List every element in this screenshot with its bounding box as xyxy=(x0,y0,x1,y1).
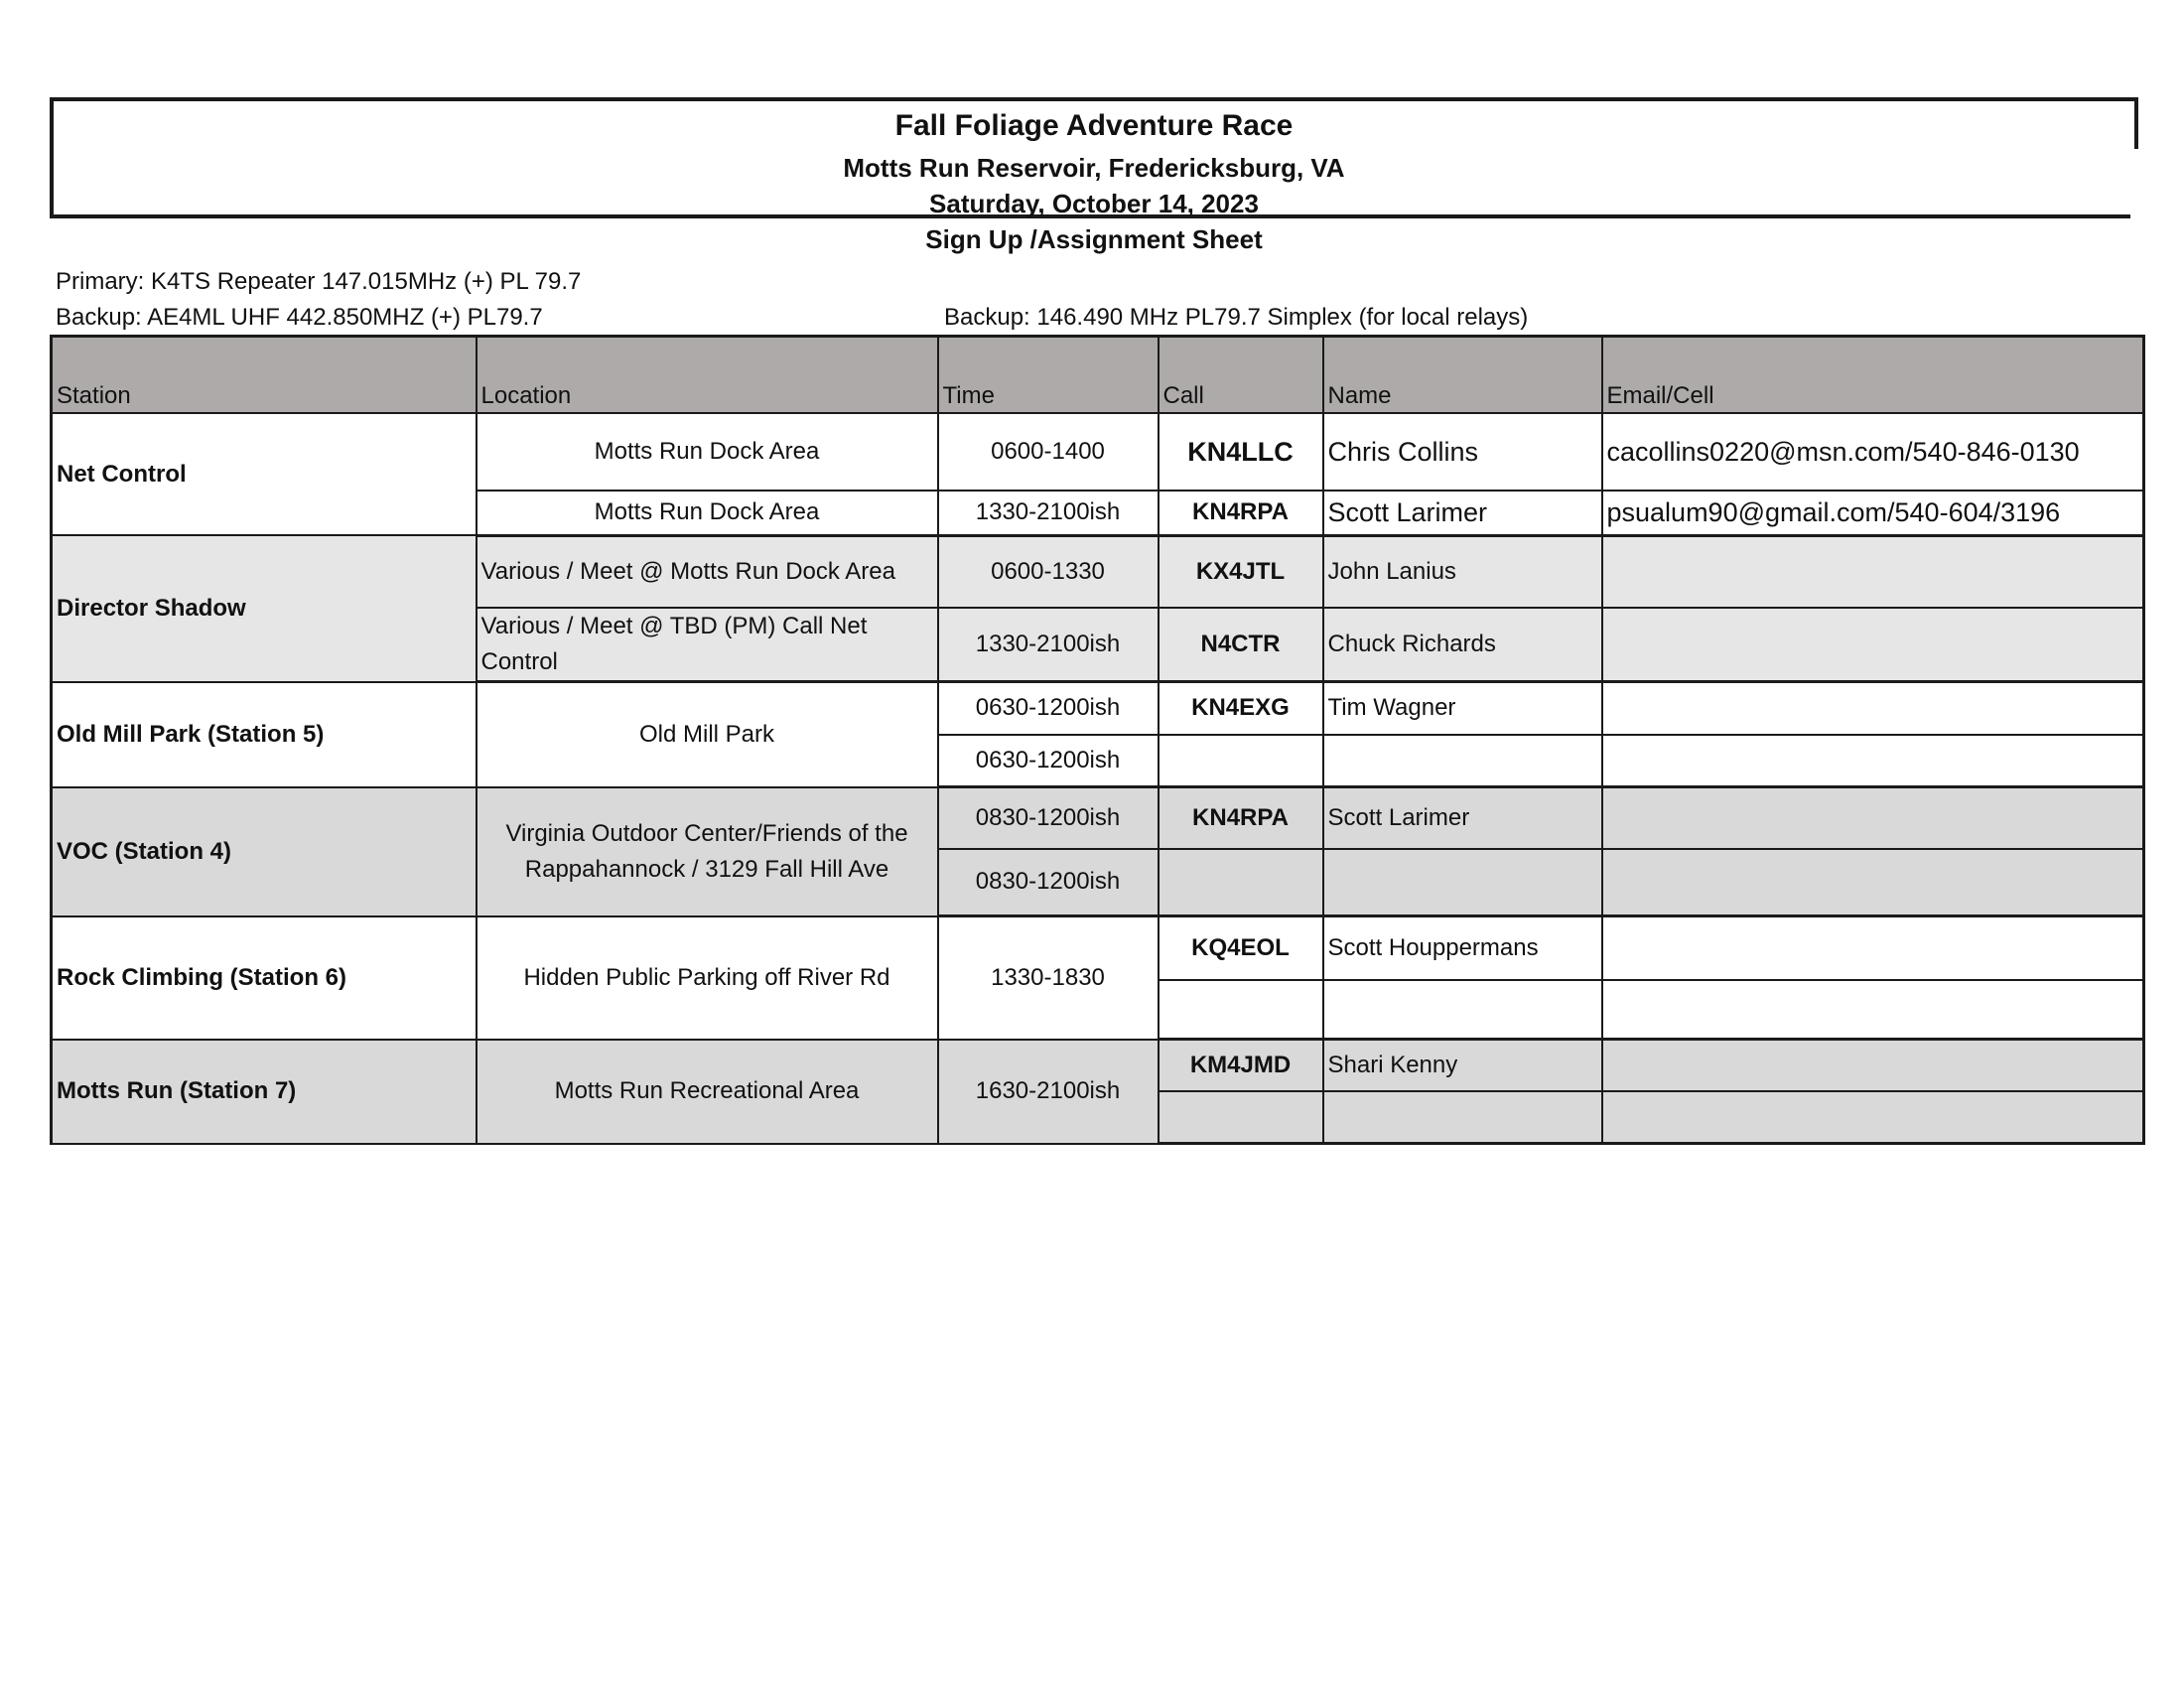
table-row xyxy=(52,916,2144,980)
email-cell xyxy=(1602,1091,2144,1144)
call-cell: KN4LLC xyxy=(1159,413,1323,491)
time-cell: 1330-2100ish xyxy=(938,491,1159,535)
assignment-table xyxy=(50,335,2145,1145)
table-row xyxy=(52,535,2144,608)
time-cell: 0600-1330 xyxy=(938,535,1159,608)
location-cell: Motts Run Dock Area xyxy=(477,413,938,491)
name-cell: Tim Wagner xyxy=(1323,682,1602,735)
title-box xyxy=(50,97,2138,218)
table-row xyxy=(52,787,2144,849)
column-header-call: Call xyxy=(1159,337,1323,414)
call-cell: KM4JMD xyxy=(1159,1040,1323,1091)
name-cell xyxy=(1323,980,1602,1040)
name-cell: Scott Larimer xyxy=(1323,491,1602,535)
time-cell: 1330-1830 xyxy=(938,916,1159,1040)
location-cell: Motts Run Dock Area xyxy=(477,491,938,535)
name-cell: Chris Collins xyxy=(1323,413,1602,491)
location-cell: Hidden Public Parking off River Rd xyxy=(477,916,938,1040)
name-cell xyxy=(1323,1091,1602,1144)
call-cell xyxy=(1159,980,1323,1040)
station-cell: VOC (Station 4) xyxy=(52,787,477,916)
primary-frequency: Primary: K4TS Repeater 147.015MHz (+) PL 79.7 xyxy=(56,268,582,295)
station-cell: Net Control xyxy=(52,413,477,535)
location-cell: Various / Meet @ TBD (PM) Call Net Control xyxy=(477,608,938,682)
table-row xyxy=(52,682,2144,735)
table-row xyxy=(52,413,2144,491)
column-header-name: Name xyxy=(1323,337,1602,414)
backup-simplex-frequency: Backup: 146.490 MHz PL79.7 Simplex (for local relays) xyxy=(944,304,1529,331)
backup-uhf-frequency: Backup: AE4ML UHF 442.850MHZ (+) PL79.7 xyxy=(56,304,543,331)
call-cell: KX4JTL xyxy=(1159,535,1323,608)
call-cell: KN4RPA xyxy=(1159,491,1323,535)
page-title: Fall Foliage Adventure Race xyxy=(894,109,1294,142)
time-cell: 0830-1200ish xyxy=(938,849,1159,916)
station-cell: Rock Climbing (Station 6) xyxy=(52,916,477,1040)
name-cell: Chuck Richards xyxy=(1323,608,1602,682)
event-date: Saturday, October 14, 2023 xyxy=(929,189,1259,218)
email-cell: psualum90@gmail.com/540-604/3196 xyxy=(1602,491,2144,535)
name-cell: Scott Houppermans xyxy=(1323,916,1602,980)
call-cell xyxy=(1159,1091,1323,1144)
station-cell: Old Mill Park (Station 5) xyxy=(52,682,477,787)
call-cell: KN4EXG xyxy=(1159,682,1323,735)
sheet-subtitle: Sign Up /Assignment Sheet xyxy=(925,224,1263,254)
call-cell: KN4RPA xyxy=(1159,787,1323,849)
time-cell: 0830-1200ish xyxy=(938,787,1159,849)
call-cell xyxy=(1159,735,1323,787)
location-cell: Motts Run Recreational Area xyxy=(477,1040,938,1144)
email-cell: cacollins0220@msn.com/540-846-0130 xyxy=(1602,413,2144,491)
station-cell: Director Shadow xyxy=(52,535,477,682)
call-cell: N4CTR xyxy=(1159,608,1323,682)
time-cell: 1330-2100ish xyxy=(938,608,1159,682)
location-cell: Old Mill Park xyxy=(477,682,938,787)
name-cell xyxy=(1323,849,1602,916)
email-cell xyxy=(1602,735,2144,787)
column-header-email-cell: Email/Cell xyxy=(1602,337,2144,414)
time-cell: 0600-1400 xyxy=(938,413,1159,491)
event-location: Motts Run Reservoir, Fredericksburg, VA xyxy=(843,153,1345,183)
email-cell xyxy=(1602,1040,2144,1091)
name-cell: Scott Larimer xyxy=(1323,787,1602,849)
column-header-location: Location xyxy=(477,337,938,414)
table-row xyxy=(52,1040,2144,1091)
column-header-station: Station xyxy=(52,337,477,414)
email-cell xyxy=(1602,535,2144,608)
station-cell: Motts Run (Station 7) xyxy=(52,1040,477,1144)
time-cell: 1630-2100ish xyxy=(938,1040,1159,1144)
name-cell: Shari Kenny xyxy=(1323,1040,1602,1091)
email-cell xyxy=(1602,980,2144,1040)
time-cell: 0630-1200ish xyxy=(938,735,1159,787)
email-cell xyxy=(1602,608,2144,682)
call-cell: KQ4EOL xyxy=(1159,916,1323,980)
email-cell xyxy=(1602,682,2144,735)
email-cell xyxy=(1602,916,2144,980)
location-cell: Various / Meet @ Motts Run Dock Area xyxy=(477,535,938,608)
column-header-time: Time xyxy=(938,337,1159,414)
name-cell: John Lanius xyxy=(1323,535,1602,608)
time-cell: 0630-1200ish xyxy=(938,682,1159,735)
email-cell xyxy=(1602,787,2144,849)
name-cell xyxy=(1323,735,1602,787)
location-cell: Virginia Outdoor Center/Friends of the Rappahannock / 3129 Fall Hill Ave xyxy=(477,787,938,916)
table-header-row xyxy=(52,337,2144,414)
call-cell xyxy=(1159,849,1323,916)
email-cell xyxy=(1602,849,2144,916)
